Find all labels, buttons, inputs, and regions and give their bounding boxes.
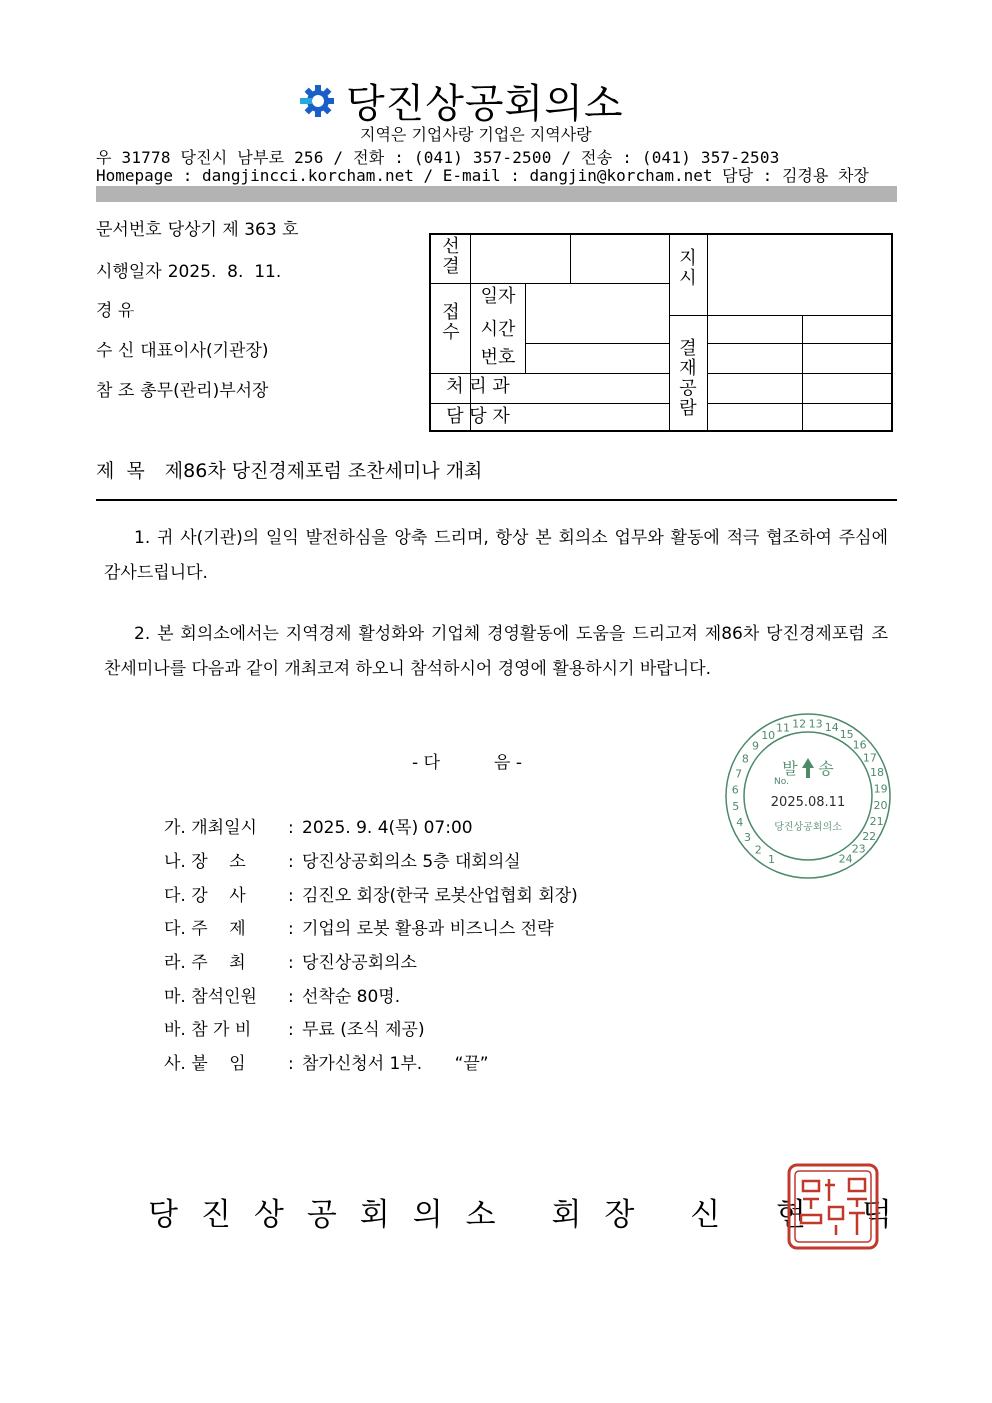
detail-row: 다. 강 사 : 김진오 회장(한국 로봇산업협회 회장) <box>164 881 578 906</box>
detail-key: 마. 참석인원 <box>164 987 257 1007</box>
stamp-ring-number: 7 <box>735 767 743 781</box>
stamp-ring-number: 5 <box>732 800 740 814</box>
instruction-label: 지시 <box>679 248 697 289</box>
reference-row <box>96 376 274 401</box>
detail-row: 사. 붙 임 : 참가신청서 1부. “끝” <box>164 1049 489 1074</box>
receipt-time-label: 시간 <box>480 319 516 340</box>
detail-value: 당진상공회의소 5층 대회의실 <box>302 852 521 872</box>
detail-key: 가. 개최일시 <box>164 818 257 838</box>
detail-value: 당진상공회의소 <box>302 953 417 973</box>
detail-row: 바. 참 가 비 : 무료 (조식 제공) <box>164 1015 425 1040</box>
stamp-org: 당진상공회의소 <box>774 822 842 833</box>
processing-dept-label: 처 리 과 <box>446 376 510 397</box>
detail-row: 라. 주 최 : 당진상공회의소 <box>164 948 417 973</box>
stamp-ring-number: 4 <box>736 816 744 830</box>
detail-key: 바. 참 가 비 <box>164 1020 252 1040</box>
stamp-ring-number: 12 <box>792 717 807 731</box>
stamp-ring-number: 9 <box>752 739 759 753</box>
subject-line <box>96 456 482 483</box>
stamp-no-label: No. <box>774 777 789 787</box>
stamp-ring-number: 15 <box>839 728 854 742</box>
stamp-ring-number: 2 <box>754 843 762 857</box>
gear-icon <box>300 83 336 119</box>
stamp-ring-number: 20 <box>873 798 888 812</box>
notice-heading: - 다 음 - <box>412 753 522 773</box>
detail-value: 김진오 회장(한국 로봇산업협회 회장) <box>302 886 578 906</box>
stamp-title-right: 송 <box>818 759 834 778</box>
detail-row: 가. 개최일시 : 2025. 9. 4(목) 07:00 <box>164 813 473 838</box>
reference-label: 참 조 <box>96 381 135 401</box>
detail-value: 2025. 9. 4(목) 07:00 <box>302 818 473 838</box>
recipient-value: 대표이사(기관장) <box>140 341 269 361</box>
receipt-stamp <box>724 712 892 880</box>
stamp-ring-number: 22 <box>862 829 877 843</box>
approval-review-label: 결재공람 <box>679 338 697 419</box>
date-row <box>96 257 287 282</box>
body-paragraph-1: 1. 귀 사(기관)의 일익 발전하심을 앙축 드리며, 항상 본 회의소 업무와 활동에 적극 협조하여 주심에 감사드립니다. <box>104 528 888 583</box>
organization-name: 당진상공회의소 <box>346 81 624 127</box>
detail-key: 나. 장 소 <box>164 852 246 872</box>
stamp-ring-number: 1 <box>768 853 775 867</box>
date-label: 시행일자 <box>96 262 162 282</box>
doc-number-value: 당상기 제 363 호 <box>167 220 299 240</box>
stamp-ring-number: 6 <box>731 783 739 797</box>
contact-line: Homepage : dangjincci.korcham.net / E-mail : dangjin@korcham.net 담당 : 김경용 차장 <box>96 166 869 185</box>
address-line: 우 31778 당진시 남부로 256 / 전화 : (041) 357-2500 / 전송 : (041) 357-2503 <box>96 148 780 167</box>
via-label: 경 유 <box>96 301 135 321</box>
stamp-date: 2025.08.11 <box>770 795 846 810</box>
stamp-ring-number: 19 <box>873 782 888 796</box>
person-in-charge-label: 담 당 자 <box>446 406 510 427</box>
subject-divider <box>96 499 897 501</box>
detail-key: 라. 주 최 <box>164 953 246 973</box>
slogan: 지역은 기업사랑 기업은 지역사랑 <box>360 125 592 144</box>
subject-label: 제 목 <box>96 460 145 482</box>
stamp-ring-number: 16 <box>852 738 867 752</box>
receipt-number-label: 번호 <box>480 347 516 368</box>
detail-value: 선착순 80명. <box>302 987 401 1007</box>
subject-value: 제86차 당진경제포럼 조찬세미나 개최 <box>164 460 483 482</box>
detail-value: 무료 (조식 제공) <box>302 1020 425 1040</box>
recipient-row <box>96 336 274 361</box>
approval-table <box>429 233 893 432</box>
stamp-title-left: 발 <box>782 759 798 778</box>
stamp-ring-number: 21 <box>869 815 884 828</box>
stamp-ring-number: 14 <box>824 721 839 734</box>
detail-key: 다. 주 제 <box>164 919 246 939</box>
prior-approval-label: 선결 <box>442 236 460 277</box>
stamp-ring-number: 8 <box>741 752 749 766</box>
detail-value: 참가신청서 1부. “끝” <box>302 1054 489 1074</box>
stamp-ring-number: 18 <box>870 766 884 780</box>
stamp-ring-number: 13 <box>808 717 823 731</box>
body-paragraph-2: 2. 본 회의소에서는 지역경제 활성화와 기업체 경영활동에 도움을 드리고져 제86차 당진경제포럼 조찬세미나를 다음과 같이 개최코져 하오니 참석하시어 경영에 활용하시기 바랍니다. <box>104 624 888 679</box>
arrow-up-icon <box>802 758 814 778</box>
reference-value: 총무(관리)부서장 <box>140 381 269 401</box>
recipient-label: 수 신 <box>96 341 135 361</box>
header-divider-bar <box>96 186 897 202</box>
receipt-label: 접수 <box>442 302 460 343</box>
stamp-ring-number: 17 <box>862 751 877 765</box>
doc-number-label: 문서번호 <box>96 220 162 240</box>
detail-row: 나. 장 소 : 당진상공회의소 5층 대회의실 <box>164 847 521 872</box>
receipt-date-label: 일자 <box>480 286 516 307</box>
detail-key: 다. 강 사 <box>164 886 246 906</box>
detail-key: 사. 붙 임 <box>164 1054 246 1074</box>
doc-number-row <box>96 215 304 240</box>
date-value: 2025. 8. 11. <box>167 262 282 282</box>
detail-row: 다. 주 제 : 기업의 로봇 활용과 비즈니스 전략 <box>164 914 554 939</box>
signature-line: 당진상공회의소 회장 신 현 덕 <box>148 1197 915 1233</box>
stamp-ring-number: 24 <box>838 852 853 866</box>
detail-row: 마. 참석인원 : 선착순 80명. <box>164 982 400 1007</box>
stamp-ring-number: 23 <box>851 842 866 856</box>
stamp-ring-number: 10 <box>761 728 776 742</box>
via-row <box>96 296 146 321</box>
stamp-ring-number: 3 <box>744 830 751 844</box>
stamp-ring-number: 11 <box>776 721 790 735</box>
official-seal <box>787 1163 879 1250</box>
detail-value: 기업의 로봇 활용과 비즈니스 전략 <box>302 919 554 939</box>
